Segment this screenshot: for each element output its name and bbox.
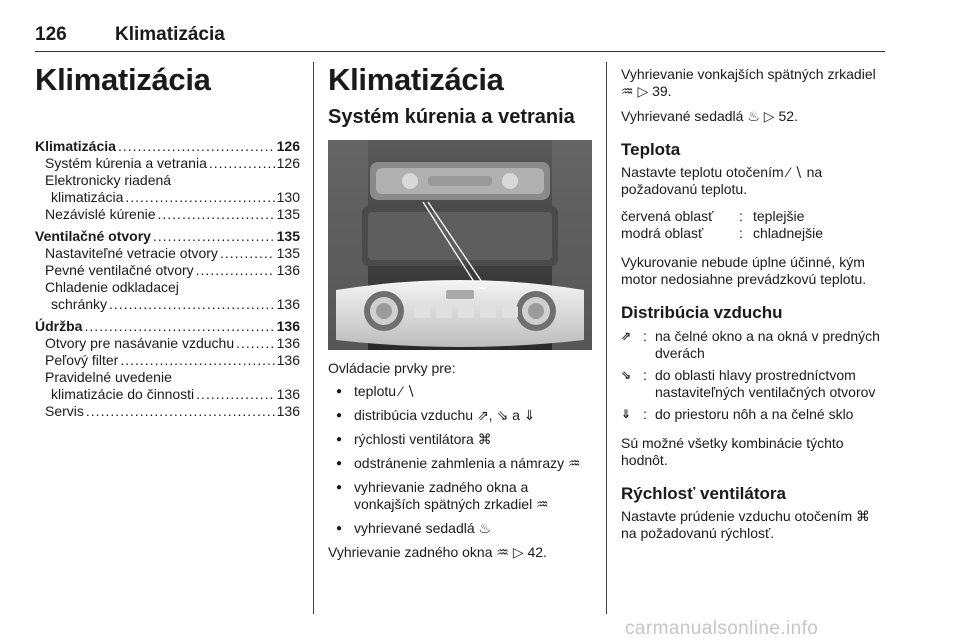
toc-leader-dots	[196, 262, 275, 279]
control-item: ● vyhrievané sedadlá ♨	[328, 520, 592, 537]
control-item: ● vyhrievanie zadného okna a vonkajších spätných zrkadiel ♒	[328, 479, 592, 513]
temperature-cell-v: chladnejšie	[753, 225, 824, 241]
toc-entry[interactable]	[35, 369, 300, 386]
chapter-title: Klimatizácia	[35, 62, 211, 97]
toc-entry-text: Nastaviteľné vetracie otvory	[45, 245, 218, 261]
control-item: ● teplotu ⁄ ∖	[328, 383, 592, 400]
toc-entry[interactable]	[35, 155, 300, 172]
temperature-heading: Teplota	[621, 140, 681, 159]
toc-entry[interactable]	[35, 279, 300, 296]
toc-leader-dots	[84, 318, 274, 335]
toc-entry-text: Peľový filter	[45, 352, 119, 368]
temperature-cell-k: červená oblasť	[621, 208, 714, 224]
toc-entry[interactable]	[35, 335, 300, 352]
toc-leader-dots	[158, 206, 275, 223]
toc-entry-page: 136	[276, 335, 300, 351]
control-item: ● distribúcia vzduchu ⇗, ⇘ a ⇓	[328, 407, 592, 424]
air-mode-icon: ⇓	[621, 407, 632, 421]
toc-entry-page: 136	[276, 403, 300, 419]
seat-heating-ref: Vyhrievané sedadlá ♨ ▷ 52.	[621, 108, 798, 124]
toc-leader-dots	[120, 352, 274, 369]
control-item: ● rýchlosti ventilátora ⌘	[328, 431, 592, 448]
controls-list	[328, 383, 592, 537]
air-distribution-table	[621, 328, 889, 423]
header-rule	[35, 51, 885, 52]
air-mode-text: na čelné okno a na okná v predných dverách	[655, 328, 880, 361]
toc-entry-page: 130	[276, 189, 300, 205]
watermark: carmanualsonline.info	[625, 618, 819, 639]
toc-leader-dots	[236, 335, 275, 352]
temperature-cell-v: teplejšie	[753, 208, 805, 224]
main-column	[328, 60, 592, 561]
air-mode-icon: ⇘	[621, 368, 632, 382]
toc-leader-dots	[196, 386, 274, 403]
toc-entry[interactable]	[35, 228, 300, 245]
toc-leader-dots	[86, 403, 275, 420]
column-divider-1	[313, 62, 314, 614]
control-panel-illustration	[328, 140, 592, 350]
temperature-text: Nastavte teplotu otočením ⁄ ∖ na požadovanú teplotu.	[621, 164, 823, 197]
air-mode-icon: ⇗	[621, 329, 632, 343]
air-distribution-note: Sú možné všetky kombinácie týchto hodnôt.	[621, 435, 844, 468]
rear-window-ref: Vyhrievanie zadného okna ♒ ▷ 42.	[328, 544, 547, 560]
temperature-cell-k: modrá oblasť	[621, 225, 704, 241]
page-number: 126	[35, 24, 67, 45]
mirror-heating-ref: Vyhrievanie vonkajších spätných zrkadiel ♒ ▷ 39.	[621, 66, 876, 99]
toc-entry-text: Údržba	[35, 318, 83, 334]
toc-leader-dots	[118, 138, 275, 155]
toc-entry-text: klimatizácia	[51, 189, 124, 205]
toc-entry[interactable]	[35, 386, 300, 403]
air-mode-text: do oblasti hlavy prostredníctvom nastaviteľných ventilačných otvorov	[655, 367, 876, 400]
toc-entry[interactable]	[35, 245, 300, 262]
header-title: Klimatizácia	[115, 24, 225, 45]
toc-entry-text: Systém kúrenia a vetrania	[45, 155, 207, 171]
toc-entry-page: 136	[276, 296, 300, 312]
toc-entry-text: Elektronicky riadená	[45, 172, 172, 188]
air-mode-text: do priestoru nôh a na čelné sklo	[655, 406, 854, 422]
toc-entry[interactable]	[35, 206, 300, 223]
toc-leader-dots	[109, 296, 275, 313]
toc-entry-page: 136	[276, 318, 300, 334]
fan-speed-text: Nastavte prúdenie vzduchu otočením ⌘ na požadovanú rýchlosť.	[621, 508, 871, 541]
toc-entry[interactable]	[35, 262, 300, 279]
toc-entry-page: 135	[276, 245, 300, 261]
column-divider-2	[606, 62, 607, 614]
page-header	[35, 24, 885, 52]
toc-entry[interactable]	[35, 352, 300, 369]
toc-entry[interactable]	[35, 318, 300, 335]
toc-entry[interactable]	[35, 172, 300, 189]
toc-entry-page: 126	[276, 138, 300, 154]
toc-entry[interactable]	[35, 138, 300, 155]
toc-entry-text: Chladenie odkladacej	[45, 279, 179, 295]
control-panel-photo	[328, 140, 592, 350]
toc-entry[interactable]	[35, 403, 300, 420]
table-of-contents	[35, 138, 300, 420]
toc-leader-dots	[209, 155, 275, 172]
toc-entry-text: Pevné ventilačné otvory	[45, 262, 194, 278]
controls-intro: Ovládacie prvky pre:	[328, 360, 456, 376]
temperature-cell-sep: :	[739, 225, 743, 241]
toc-entry-text: Pravidelné uvedenie	[45, 369, 172, 385]
toc-entry-page: 126	[276, 155, 300, 171]
toc-entry-text: Nezávislé kúrenie	[45, 206, 156, 222]
fan-speed-heading: Rýchlosť ventilátora	[621, 484, 786, 503]
right-column	[621, 60, 889, 542]
toc-entry-text: schránky	[51, 296, 108, 312]
toc-entry-page: 136	[276, 352, 300, 368]
toc-entry-text: Servis	[45, 403, 84, 419]
toc-entry-page: 135	[276, 228, 300, 244]
section-subtitle: Systém kúrenia a vetrania	[328, 106, 575, 128]
toc-column	[35, 60, 300, 420]
toc-entry-page: 136	[276, 262, 300, 278]
air-mode-separator: :	[643, 328, 647, 344]
toc-entry[interactable]	[35, 296, 300, 313]
toc-entry[interactable]	[35, 189, 300, 206]
temperature-note: Vykurovanie nebude úplne účinné, kým motor nedosiahne prevádzkovú teplotu.	[621, 254, 867, 287]
section-title: Klimatizácia	[328, 62, 504, 97]
toc-entry-text: Otvory pre nasávanie vzduchu	[45, 335, 235, 351]
toc-entry-text: klimatizácie do činnosti	[51, 386, 195, 402]
toc-entry-text: Ventilačné otvory	[35, 228, 151, 244]
toc-entry-page: 135	[276, 206, 300, 222]
air-distribution-heading: Distribúcia vzduchu	[621, 303, 783, 322]
temperature-table	[621, 208, 889, 242]
air-mode-separator: :	[643, 367, 647, 383]
control-item: ● odstránenie zahmlenia a námrazy ♒	[328, 455, 592, 472]
toc-leader-dots	[220, 245, 275, 262]
toc-leader-dots	[153, 228, 275, 245]
temperature-cell-sep: :	[739, 208, 743, 224]
toc-entry-page: 136	[276, 386, 300, 402]
toc-entry-text: Klimatizácia	[35, 138, 116, 154]
toc-leader-dots	[125, 189, 274, 206]
air-mode-separator: :	[643, 406, 647, 422]
